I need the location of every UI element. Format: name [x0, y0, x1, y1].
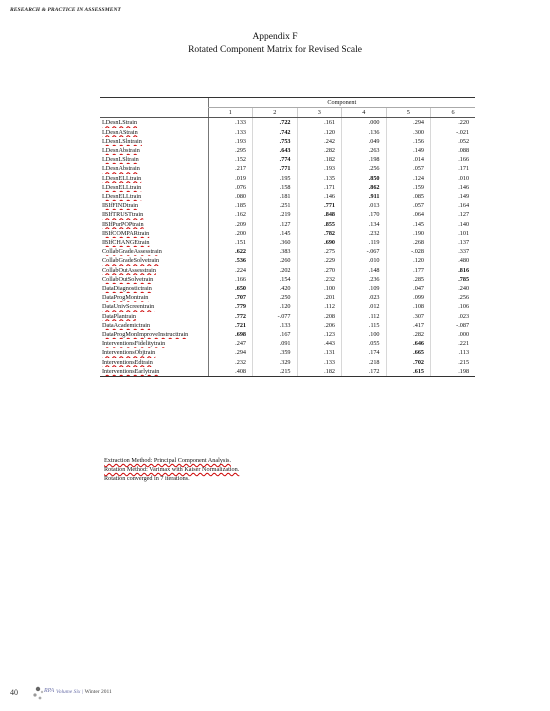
- loading-cell: .774: [253, 155, 298, 164]
- loading-cell: .307: [386, 312, 431, 321]
- loading-cell: .615: [386, 367, 431, 377]
- loading-cell: .862: [342, 183, 387, 192]
- loading-cell: .120: [253, 302, 298, 311]
- table-row: [100, 367, 475, 377]
- loading-cell: .166: [431, 155, 476, 164]
- loading-cell: .218: [342, 358, 387, 367]
- loading-cell: .282: [297, 146, 342, 155]
- loading-cell: .480: [431, 256, 476, 265]
- loading-cell: .417: [386, 321, 431, 330]
- loading-cell: .057: [386, 201, 431, 210]
- table-title: Rotated Component Matrix for Revised Scale: [188, 45, 362, 55]
- component-number-header: 6: [431, 108, 476, 118]
- loading-cell: .295: [208, 146, 253, 155]
- loading-cell: .337: [431, 247, 476, 256]
- loading-cell: .247: [208, 339, 253, 348]
- variable-label: LDesnLSltrain: [102, 156, 139, 164]
- component-number-header: 4: [342, 108, 387, 118]
- extraction-note: Extraction Method: Principal Component Analysis.: [104, 457, 232, 464]
- loading-cell: .100: [342, 330, 387, 339]
- table-row: [100, 146, 475, 155]
- loading-cell: .099: [386, 293, 431, 302]
- variable-label: DataUnivScreentrain: [102, 303, 155, 311]
- loading-cell: .268: [386, 238, 431, 247]
- loading-cell: -.077: [253, 312, 298, 321]
- variable-label: CollabGradeSolvetrain: [102, 257, 160, 265]
- blank-header-cell: [100, 108, 208, 118]
- loading-cell: .408: [208, 367, 253, 377]
- loading-cell: -.087: [431, 321, 476, 330]
- loading-cell: .665: [386, 348, 431, 357]
- loading-cell: .174: [342, 348, 387, 357]
- loading-cell: .140: [431, 220, 476, 229]
- loading-cell: .721: [208, 321, 253, 330]
- loading-cell: .167: [253, 330, 298, 339]
- loading-cell: .236: [342, 275, 387, 284]
- loading-cell: .208: [297, 312, 342, 321]
- logo-text: RPA: [44, 688, 54, 694]
- loading-cell: .019: [208, 174, 253, 183]
- journal-volume: Volume Six |: [56, 689, 85, 695]
- loading-cell: .215: [253, 367, 298, 377]
- loading-cell: .772: [208, 312, 253, 321]
- loading-cell: .650: [208, 284, 253, 293]
- loading-cell: .135: [297, 174, 342, 183]
- loading-cell: .133: [297, 358, 342, 367]
- loading-cell: .052: [431, 137, 476, 146]
- loading-cell: .536: [208, 256, 253, 265]
- loading-cell: .137: [431, 238, 476, 247]
- loading-cell: .156: [386, 137, 431, 146]
- loading-cell: .779: [208, 302, 253, 311]
- table-row: [100, 348, 475, 357]
- loading-cell: .119: [342, 238, 387, 247]
- loading-cell: .010: [342, 256, 387, 265]
- loading-cell: .133: [253, 321, 298, 330]
- loading-cell: .850: [342, 174, 387, 183]
- table-row: [100, 229, 475, 238]
- loading-cell: .108: [386, 302, 431, 311]
- loading-cell: .256: [342, 164, 387, 173]
- variable-label: DataProgMonImproveInstructtrain: [102, 331, 189, 339]
- loading-cell: .146: [297, 192, 342, 201]
- table-row: [100, 321, 475, 330]
- table-row: [100, 293, 475, 302]
- table-row: [100, 174, 475, 183]
- loading-cell: .251: [253, 201, 298, 210]
- loading-cell: .209: [208, 220, 253, 229]
- loading-cell: .170: [342, 210, 387, 219]
- loading-cell: .193: [208, 137, 253, 146]
- variable-label: IBIfPurPOPtrain: [102, 220, 144, 228]
- loading-cell: .171: [297, 183, 342, 192]
- table-row: [100, 164, 475, 173]
- table-row: [100, 339, 475, 348]
- loading-cell: .182: [297, 367, 342, 377]
- loading-cell: .275: [297, 247, 342, 256]
- loading-cell: .217: [208, 164, 253, 173]
- loading-cell: .285: [386, 275, 431, 284]
- loading-cell: .690: [297, 238, 342, 247]
- loading-cell: .047: [386, 284, 431, 293]
- variable-label: InterventionsFidelitytrain: [102, 340, 166, 348]
- loading-cell: .085: [386, 192, 431, 201]
- loading-cell: .220: [431, 118, 476, 128]
- table-row: [100, 266, 475, 275]
- loading-cell: .185: [208, 201, 253, 210]
- loading-cell: .088: [431, 146, 476, 155]
- variable-label: IBIfCOMPARtrain: [102, 229, 150, 237]
- loading-cell: .109: [342, 284, 387, 293]
- loading-cell: .106: [431, 302, 476, 311]
- loading-cell: .101: [431, 229, 476, 238]
- loading-cell: .177: [386, 266, 431, 275]
- loading-cell: .753: [253, 137, 298, 146]
- loading-cell: .282: [386, 330, 431, 339]
- variable-label: LDesnAStrain: [102, 128, 138, 136]
- loading-cell: .171: [431, 164, 476, 173]
- table-row: [100, 137, 475, 146]
- variable-label: LDesnAbstrain: [102, 165, 140, 173]
- loading-cell: .232: [297, 275, 342, 284]
- loading-cell: .131: [297, 348, 342, 357]
- table-row: [100, 302, 475, 311]
- matrix-table: [100, 97, 475, 377]
- variable-label: IBIfCHANGEtrain: [102, 239, 150, 247]
- loading-cell: .134: [342, 220, 387, 229]
- loading-cell: .229: [297, 256, 342, 265]
- component-number-header: 1: [208, 108, 253, 118]
- table-row: [100, 220, 475, 229]
- loading-cell: .049: [342, 137, 387, 146]
- loading-cell: .263: [342, 146, 387, 155]
- loading-cell: .855: [297, 220, 342, 229]
- loading-cell: .120: [386, 256, 431, 265]
- loading-cell: .260: [253, 256, 298, 265]
- table-row: [100, 192, 475, 201]
- loading-cell: .250: [253, 293, 298, 302]
- matrix-body: [100, 118, 475, 377]
- loading-cell: .182: [297, 155, 342, 164]
- loading-cell: -.028: [386, 247, 431, 256]
- converged-note: Rotation converged in 7 iterations.: [104, 475, 190, 482]
- variable-label: DataProgMontrain: [102, 294, 149, 302]
- table-row: [100, 358, 475, 367]
- loading-cell: .911: [342, 192, 387, 201]
- loading-cell: .166: [208, 275, 253, 284]
- loading-cell: .722: [253, 118, 298, 128]
- loading-cell: .300: [386, 128, 431, 137]
- loading-cell: .270: [297, 266, 342, 275]
- loading-cell: .100: [297, 284, 342, 293]
- variable-label: IBIfTRUSTtrain: [102, 211, 144, 219]
- component-number-header: 2: [253, 108, 298, 118]
- loading-cell: .113: [431, 348, 476, 357]
- loading-cell: .232: [342, 229, 387, 238]
- loading-cell: .848: [297, 210, 342, 219]
- loading-cell: .023: [431, 312, 476, 321]
- loading-cell: .057: [386, 164, 431, 173]
- running-head: RESEARCH & PRACTICE IN ASSESSMENT: [10, 7, 121, 13]
- loading-cell: .148: [342, 266, 387, 275]
- loading-cell: .193: [297, 164, 342, 173]
- loading-cell: .133: [208, 118, 253, 128]
- loading-cell: .010: [431, 174, 476, 183]
- loading-cell: .000: [431, 330, 476, 339]
- loading-cell: .702: [386, 358, 431, 367]
- variable-label: LDesnAbstrain: [102, 147, 140, 155]
- loading-cell: .698: [208, 330, 253, 339]
- loading-cell: .172: [342, 367, 387, 377]
- rotated-component-matrix: [100, 97, 475, 377]
- loading-cell: .162: [208, 210, 253, 219]
- table-row: [100, 330, 475, 339]
- loading-cell: .201: [297, 293, 342, 302]
- loading-cell: .221: [431, 339, 476, 348]
- loading-cell: .198: [342, 155, 387, 164]
- rpa-logo-icon: [32, 683, 54, 703]
- loading-cell: .198: [431, 367, 476, 377]
- table-row: [100, 128, 475, 137]
- table-row: [100, 284, 475, 293]
- loading-cell: .771: [297, 201, 342, 210]
- table-row: [100, 183, 475, 192]
- loading-cell: .742: [253, 128, 298, 137]
- loading-cell: .622: [208, 247, 253, 256]
- loading-cell: .064: [386, 210, 431, 219]
- variable-label: LDesnELLtrain: [102, 174, 142, 182]
- component-number-header: 3: [297, 108, 342, 118]
- variable-label: DataPlantrain: [102, 312, 137, 320]
- loading-cell: .076: [208, 183, 253, 192]
- variable-label: IBIfFINDtrain: [102, 202, 139, 210]
- journal-issue: Winter 2011: [84, 689, 112, 695]
- table-notes: [104, 456, 239, 483]
- loading-cell: .112: [342, 312, 387, 321]
- loading-cell: .240: [431, 284, 476, 293]
- loading-cell: .360: [253, 238, 298, 247]
- table-row: [100, 275, 475, 284]
- loading-cell: .145: [386, 220, 431, 229]
- table-row: [100, 155, 475, 164]
- loading-cell: .127: [431, 210, 476, 219]
- loading-cell: .115: [342, 321, 387, 330]
- loading-cell: .206: [297, 321, 342, 330]
- loading-cell: .219: [253, 210, 298, 219]
- loading-cell: .242: [297, 137, 342, 146]
- loading-cell: -.021: [431, 128, 476, 137]
- loading-cell: .383: [253, 247, 298, 256]
- loading-cell: .152: [208, 155, 253, 164]
- component-header: Component: [208, 98, 475, 108]
- page-number: 40: [10, 688, 18, 697]
- variable-label: LDesnELLtrain: [102, 193, 142, 201]
- loading-cell: .816: [431, 266, 476, 275]
- variable-label: DataAcademictrain: [102, 321, 151, 329]
- loading-cell: .785: [431, 275, 476, 284]
- loading-cell: -.067: [342, 247, 387, 256]
- loading-cell: .149: [431, 192, 476, 201]
- loading-cell: .158: [253, 183, 298, 192]
- loading-cell: .195: [253, 174, 298, 183]
- loading-cell: .136: [342, 128, 387, 137]
- loading-cell: .215: [431, 358, 476, 367]
- loading-cell: .329: [253, 358, 298, 367]
- loading-cell: .127: [253, 220, 298, 229]
- loading-cell: .256: [431, 293, 476, 302]
- loading-cell: .124: [386, 174, 431, 183]
- variable-label: InterventionsEarlytrain: [100, 367, 208, 377]
- loading-cell: .294: [208, 348, 253, 357]
- table-row: [100, 312, 475, 321]
- loading-cell: .771: [253, 164, 298, 173]
- loading-cell: .159: [386, 183, 431, 192]
- loading-cell: .190: [386, 229, 431, 238]
- variable-label: LDesnLStrain: [102, 119, 138, 127]
- table-row: [100, 118, 475, 128]
- variable-label: CollabOutAssesstrain: [102, 266, 156, 274]
- loading-cell: .112: [297, 302, 342, 311]
- loading-cell: .202: [253, 266, 298, 275]
- loading-cell: .151: [208, 238, 253, 247]
- loading-cell: .080: [208, 192, 253, 201]
- variable-label: LDesnLSlntrain: [102, 137, 142, 145]
- component-number-row: [100, 108, 475, 118]
- journal-info: [56, 689, 112, 695]
- page-footer: [10, 683, 210, 703]
- loading-cell: .123: [297, 330, 342, 339]
- variable-label: LDesnELLtrain: [102, 183, 142, 191]
- loading-cell: .782: [297, 229, 342, 238]
- loading-cell: .294: [386, 118, 431, 128]
- loading-cell: .000: [342, 118, 387, 128]
- loading-cell: .091: [253, 339, 298, 348]
- appendix-label: Appendix F: [252, 32, 298, 42]
- table-row: [100, 256, 475, 265]
- loading-cell: .133: [208, 128, 253, 137]
- loading-cell: .164: [431, 201, 476, 210]
- loading-cell: .055: [342, 339, 387, 348]
- variable-label: InterventionsEdtrain: [102, 358, 153, 366]
- loading-cell: .224: [208, 266, 253, 275]
- table-row: [100, 201, 475, 210]
- variable-label: InterventionsObjtrain: [102, 349, 156, 357]
- loading-cell: .154: [253, 275, 298, 284]
- loading-cell: .707: [208, 293, 253, 302]
- loading-cell: .014: [386, 155, 431, 164]
- component-number-header: 5: [386, 108, 431, 118]
- loading-cell: .161: [297, 118, 342, 128]
- loading-cell: .359: [253, 348, 298, 357]
- loading-cell: .643: [253, 146, 298, 155]
- blank-header-cell: [100, 98, 208, 108]
- variable-label: DataDiagnostictrain: [102, 285, 152, 293]
- loading-cell: .145: [253, 229, 298, 238]
- rotation-note: Rotation Method: Varimax with Kaiser Normalization.: [104, 466, 240, 473]
- variable-label: CollabOutSolvetrain: [102, 275, 154, 283]
- loading-cell: .200: [208, 229, 253, 238]
- loading-cell: .013: [342, 201, 387, 210]
- table-row: [100, 210, 475, 219]
- loading-cell: .146: [431, 183, 476, 192]
- loading-cell: .149: [386, 146, 431, 155]
- loading-cell: .646: [386, 339, 431, 348]
- loading-cell: .023: [342, 293, 387, 302]
- loading-cell: .012: [342, 302, 387, 311]
- variable-label: CollabGradeAssesstrain: [102, 248, 162, 256]
- table-row: [100, 247, 475, 256]
- loading-cell: .232: [208, 358, 253, 367]
- loading-cell: .420: [253, 284, 298, 293]
- loading-cell: .120: [297, 128, 342, 137]
- loading-cell: .181: [253, 192, 298, 201]
- table-row: [100, 238, 475, 247]
- loading-cell: .443: [297, 339, 342, 348]
